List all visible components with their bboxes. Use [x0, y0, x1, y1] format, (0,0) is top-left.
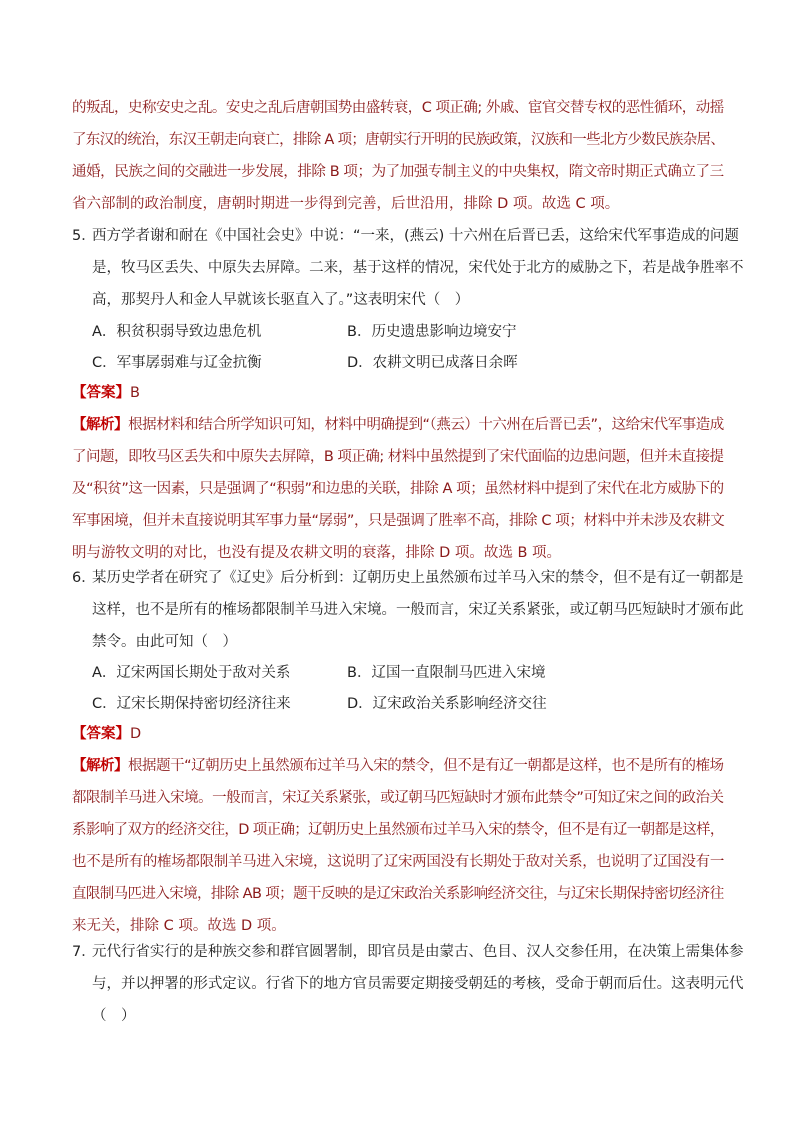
analysis-line: 来无关，排除 C 项。故选 D 项。	[72, 918, 286, 934]
question-text-line: 是，牧马区丢失、中原失去屏障。二来，基于这样的情况，宋代处于北方的威胁之下，若是战争胜率不	[92, 260, 744, 276]
option-d: D．农耕文明已成落日余晖	[347, 355, 518, 371]
analysis-line: 根据题干“辽朝历史上虽然颁布过羊马入宋的禁令，但不是有辽一朝都是这样，也不是所有的榷场	[128, 758, 724, 774]
answer-tag: 【答案】	[72, 385, 130, 401]
question-text-line: 高，那契丹人和金人早就该长驱直入了。”这表明宋代（ ）	[92, 292, 470, 308]
option-b: B．辽国一直限制马匹进入宋境	[347, 665, 546, 681]
question-6	[72, 562, 744, 658]
question-5	[72, 220, 744, 316]
analysis-tag: 【解析】	[72, 417, 129, 433]
question-text-line: 某历史学者在研究了《辽史》后分析到：辽朝历史上虽然颁布过羊马入宋的禁令，但不是有辽一朝都是	[92, 570, 744, 586]
analysis-line: 省六部制的政治制度，唐朝时期进一步得到完善，后世沿用，排除 D 项。故选 C 项。	[72, 196, 620, 212]
question-text-line: 禁令。由此可知（ ）	[92, 634, 237, 650]
option-d: D．辽宋政治关系影响经济交往	[347, 696, 547, 712]
analysis-block	[72, 750, 724, 942]
analysis-line: 及“积贫”这一因素，只是强调了“积弱”和边患的关联，排除 A 项；虽然材料中提到了宋代在北方威胁下的	[72, 481, 724, 497]
analysis-line: 通婚，民族之间的交融进一步发展，排除 B 项；为了加强专制主义的中央集权，隋文帝时期正式确立了三	[72, 164, 724, 180]
analysis-line: 军事困境，但并未直接说明其军事力量“孱弱”，只是强调了胜率不高，排除 C 项；材料中并未涉及农耕文	[72, 513, 725, 529]
question-text-line: （ ）	[92, 1008, 136, 1024]
question-text-line: 西方学者谢和耐在《中国社会史》中说：“一来，(燕云) 十六州在后晋已丢，这给宋代军事造成的问题	[92, 228, 739, 244]
option-c: C．辽宋长期保持密切经济往来	[92, 696, 291, 712]
option-a: A．辽宋两国长期处于敌对关系	[92, 665, 291, 681]
analysis-line: 了问题，即牧马区丢失和中原失去屏障，B 项正确; 材料中虽然提到了宋代面临的边患问题，但并未直接提	[72, 449, 724, 465]
question-text-line: 元代行省实行的是种族交参和群官圆署制，即官员是由蒙古、色目、汉人交参任用，在决策上需集体参	[92, 944, 744, 960]
analysis-tag: 【解析】	[72, 758, 129, 774]
analysis-line: 系影响了双方的经济交往，D 项正确；辽朝历史上虽然颁布过羊马入宋的禁令，但不是有辽一朝都是这样，	[72, 822, 724, 838]
question-number: 6．	[72, 570, 96, 586]
question-text-line: 这样，也不是所有的榷场都限制羊马进入宋境。一般而言，宋辽关系紧张，或辽朝马匹短缺时才颁布此	[92, 602, 744, 618]
question-text-line: 与，并以押署的形式定议。行省下的地方官员需要定期接受朝廷的考核，受命于朝而后仕。这表明元代	[92, 976, 744, 992]
analysis-line: 的叛乱，史称安史之乱。安史之乱后唐朝国势由盛转衰，C 项正确; 外戚、宦官交替专权的恶性循环，动摇	[72, 100, 724, 116]
analysis-line: 直限制马匹进入宋境，排除 AB 项；题干反映的是辽宋政治关系影响经济交往，与辽宋长期保持密切经济往	[72, 886, 724, 902]
analysis-line: 根据材料和结合所学知识可知，材料中明确提到“（燕云）十六州在后晋已丢”，这给宋代军事造成	[128, 417, 724, 433]
option-a: A．积贫积弱导致边患危机	[92, 324, 262, 340]
answer-tag: 【答案】	[72, 726, 130, 742]
analysis-line: 也不是所有的榷场都限制羊马进入宋境，这说明了辽宋两国没有长期处于敌对关系，也说明了辽国没有一	[72, 854, 724, 870]
answer-line	[72, 377, 724, 409]
question-number: 5．	[72, 228, 96, 244]
question-number: 7．	[72, 944, 96, 960]
option-b: B．历史遗患影响边境安宁	[347, 324, 517, 340]
analysis-block	[72, 409, 724, 569]
analysis-line: 都限制羊马进入宋境。一般而言，宋辽关系紧张，或辽朝马匹短缺时才颁布此禁令”可知辽宋之间的政治关	[72, 790, 724, 806]
option-c: C．军事孱弱难与辽金抗衡	[92, 355, 262, 371]
answer-value: D	[130, 726, 142, 742]
analysis-line: 明与游牧文明的对比，也没有提及农耕文明的衰落，排除 D 项。故选 B 项。	[72, 545, 562, 561]
previous-analysis-continuation	[72, 92, 724, 220]
answer-line	[72, 718, 724, 750]
answer-value: B	[130, 385, 140, 401]
question-7	[72, 936, 744, 1032]
analysis-line: 了东汉的统治，东汉王朝走向衰亡，排除 A 项；唐朝实行开明的民族政策，汉族和一些北方少数民族杂居、	[72, 132, 725, 148]
